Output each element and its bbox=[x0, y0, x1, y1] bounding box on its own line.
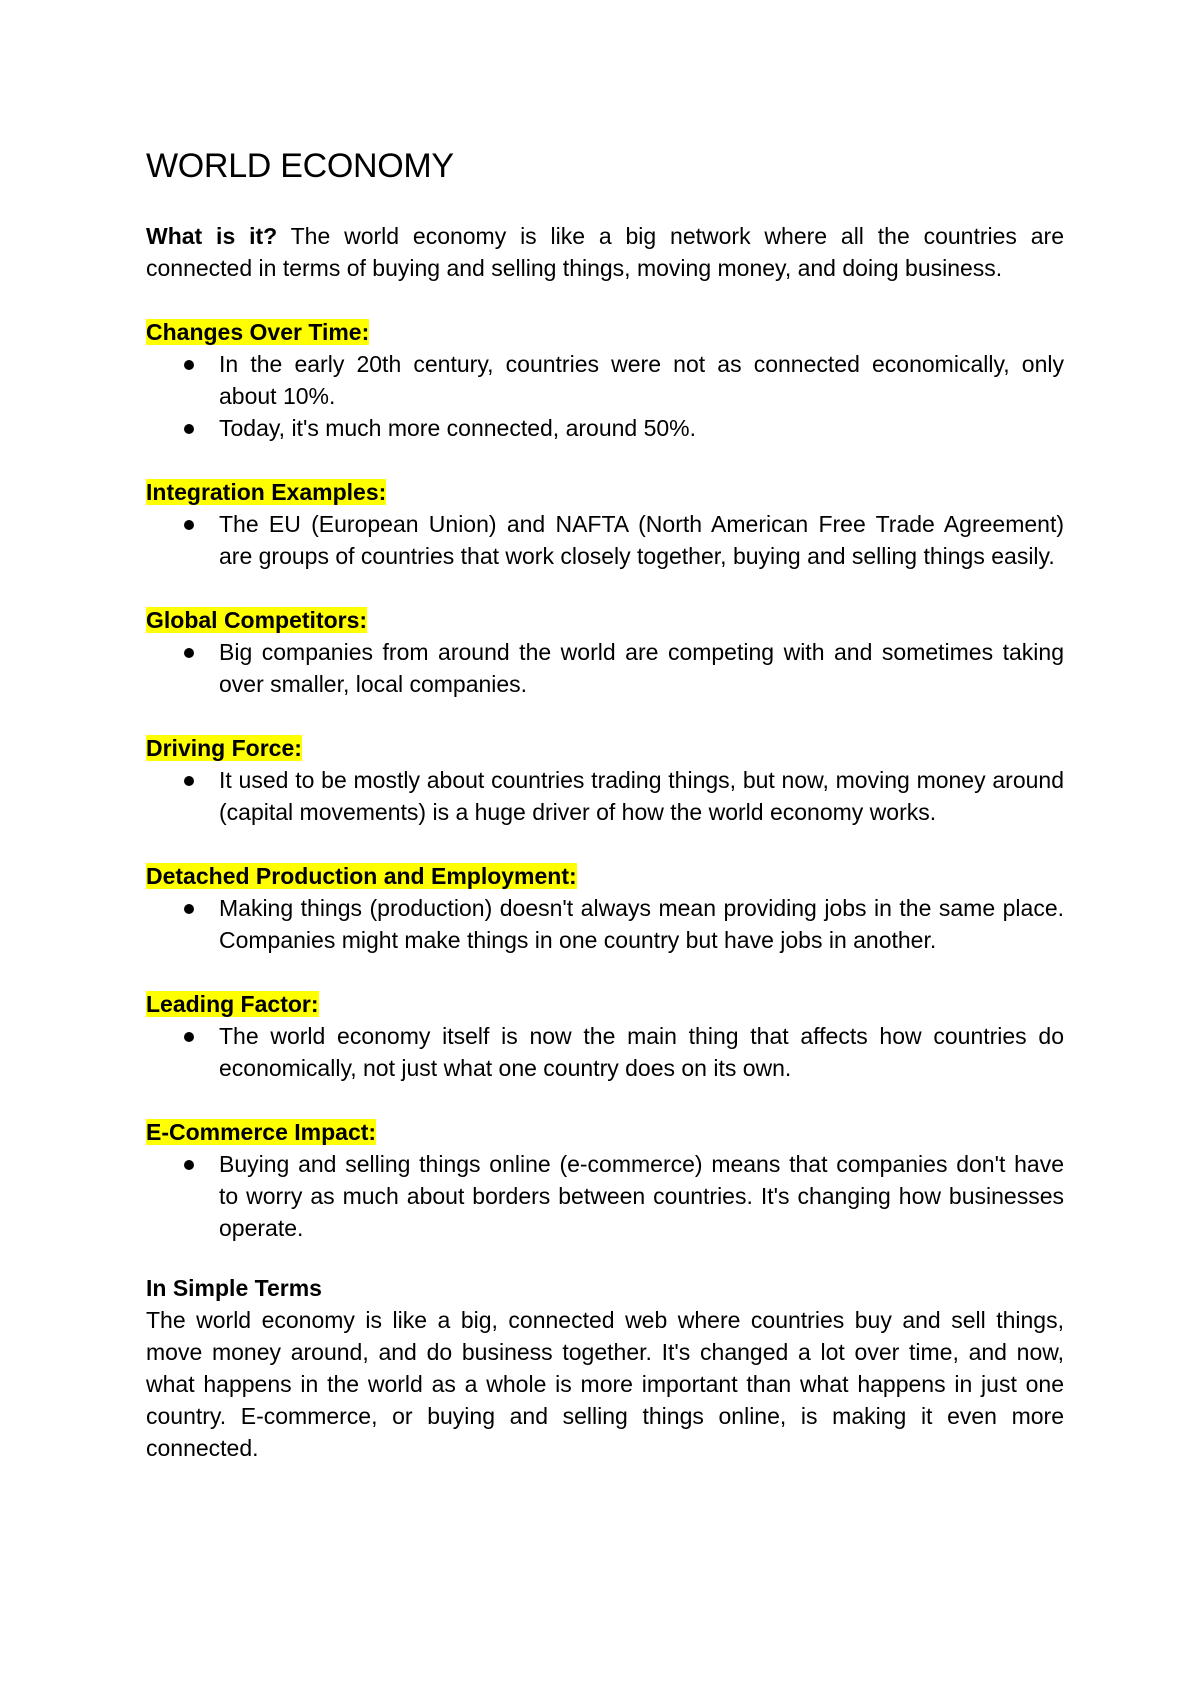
section-detached-production bbox=[146, 860, 1064, 956]
bullet-icon bbox=[184, 776, 194, 786]
document-title: WORLD ECONOMY bbox=[146, 147, 454, 185]
bullet-text: It used to be mostly about countries trading things, but now, moving money around (capital movements) is a huge driver of how the world economy works. bbox=[219, 767, 1064, 825]
bullet-icon bbox=[184, 424, 194, 434]
bullet-icon bbox=[184, 360, 194, 370]
bullet-item bbox=[146, 412, 1064, 444]
bullet-list bbox=[146, 348, 1064, 444]
summary-heading: In Simple Terms bbox=[146, 1275, 322, 1301]
bullet-icon bbox=[184, 904, 194, 914]
section-leading-factor bbox=[146, 988, 1064, 1084]
section-heading: Detached Production and Employment: bbox=[146, 863, 577, 889]
section-e-commerce-impact bbox=[146, 1116, 1064, 1244]
summary-paragraph: The world economy is like a big, connected web where countries buy and sell things, move money around, and do business together. It's changed a lot over time, and now, what happens in the world as a whole is more important than what happens in just one country. E-commerce, or buying and selling things online, is making it even more connected. bbox=[146, 1307, 1064, 1461]
bullet-item bbox=[146, 1148, 1064, 1244]
bullet-text: Big companies from around the world are competing with and sometimes taking over smaller, local companies. bbox=[219, 639, 1064, 697]
intro-paragraph bbox=[146, 220, 1064, 284]
bullet-text: Buying and selling things online (e-commerce) means that companies don't have to worry as much about borders between countries. It's changing how businesses operate. bbox=[219, 1151, 1064, 1241]
bullet-list bbox=[146, 1148, 1064, 1244]
section-heading: Driving Force: bbox=[146, 735, 302, 761]
bullet-list bbox=[146, 764, 1064, 828]
section-heading: Integration Examples: bbox=[146, 479, 387, 505]
bullet-list bbox=[146, 508, 1064, 572]
bullet-text: The world economy itself is now the main thing that affects how countries do economically, not just what one country does on its own. bbox=[219, 1023, 1064, 1081]
section-changes-over-time bbox=[146, 316, 1064, 444]
bullet-icon bbox=[184, 1032, 194, 1042]
bullet-item bbox=[146, 892, 1064, 956]
section-global-competitors bbox=[146, 604, 1064, 700]
bullet-list bbox=[146, 892, 1064, 956]
section-integration-examples bbox=[146, 476, 1064, 572]
section-driving-force bbox=[146, 732, 1064, 828]
bullet-icon bbox=[184, 648, 194, 658]
section-heading: Changes Over Time: bbox=[146, 319, 370, 345]
bullet-item bbox=[146, 508, 1064, 572]
bullet-icon bbox=[184, 520, 194, 530]
bullet-text: The EU (European Union) and NAFTA (North American Free Trade Agreement) are groups of countries that work closely together, buying and selling things easily. bbox=[219, 511, 1064, 569]
bullet-list bbox=[146, 636, 1064, 700]
document-page bbox=[146, 140, 1064, 1464]
bullet-text: Making things (production) doesn't always mean providing jobs in the same place. Companies might make things in one country but have jobs in another. bbox=[219, 895, 1064, 953]
section-heading: E-Commerce Impact: bbox=[146, 1119, 377, 1145]
intro-text: The world economy is like a big network where all the countries are connected in terms of buying and selling things, moving money, and doing business. bbox=[146, 223, 1064, 281]
intro-label: What is it? bbox=[146, 223, 278, 249]
bullet-item bbox=[146, 348, 1064, 412]
bullet-text: Today, it's much more connected, around 50%. bbox=[219, 415, 697, 441]
bullet-list bbox=[146, 1020, 1064, 1084]
bullet-icon bbox=[184, 1160, 194, 1170]
bullet-item bbox=[146, 1020, 1064, 1084]
bullet-item bbox=[146, 764, 1064, 828]
bullet-text: In the early 20th century, countries were not as connected economically, only about 10%. bbox=[219, 351, 1064, 409]
section-heading: Global Competitors: bbox=[146, 607, 368, 633]
bullet-item bbox=[146, 636, 1064, 700]
section-heading: Leading Factor: bbox=[146, 991, 319, 1017]
